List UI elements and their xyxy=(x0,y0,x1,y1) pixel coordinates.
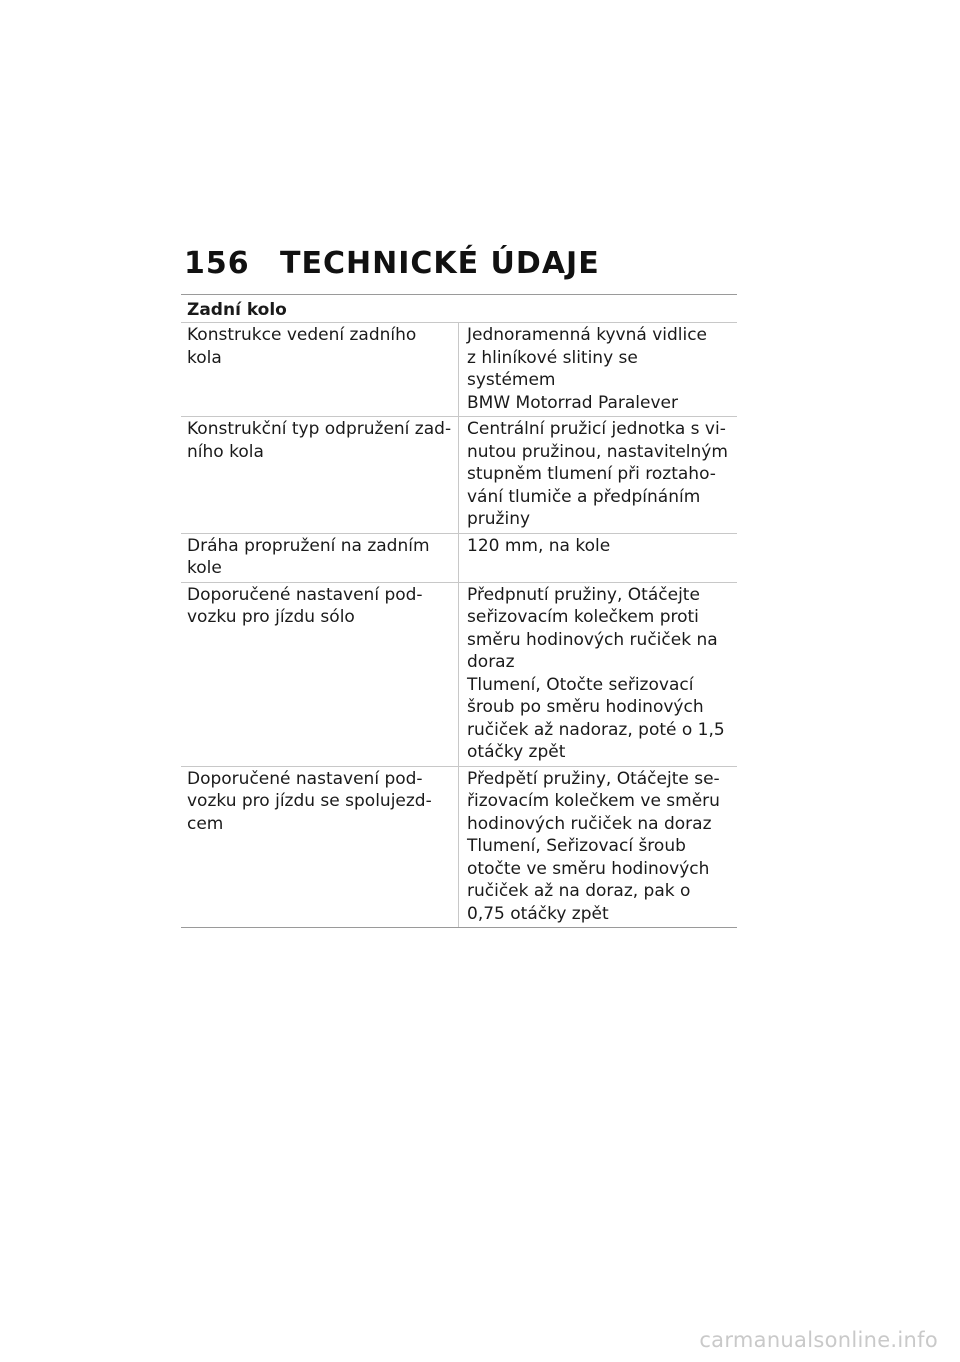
table-row xyxy=(181,417,737,534)
table-row xyxy=(181,767,737,928)
section-title: TECHNICKÉ ÚDAJE xyxy=(280,246,600,281)
spec-label: Konstrukční typ odpružení zad- ního kola xyxy=(181,417,459,533)
page-header xyxy=(184,246,600,281)
spec-label: Doporučené nastavení pod- vozku pro jízdu se spolujezd- cem xyxy=(181,767,459,928)
spec-value: Předpnutí pružiny, Otáčejte seřizovacím kolečkem proti směru hodinových ručiček na doraz Tlumení, Otočte seřizovací šroub po směru hodinových ručiček až nadoraz, poté o 1,5 otáčky zpět xyxy=(467,584,725,762)
spec-value: Jednoramenná kyvná vidlice z hliníkové slitiny se systémem BMW Motorrad Paralever xyxy=(467,325,708,413)
table-row xyxy=(181,323,737,417)
spec-value: Předpětí pružiny, Otáčejte se- řizovacím kolečkem ve směru hodinových ručiček na doraz Tlumení, Seřizovací šroub otočte ve směru hodinových ručiček až na doraz, pak o 0,75 otáčky zpět xyxy=(467,768,720,924)
table-row xyxy=(181,534,737,583)
watermark: carmanualsonline.info xyxy=(699,1328,938,1352)
spec-table xyxy=(181,294,737,928)
table-heading: Zadní kolo xyxy=(181,295,737,323)
spec-value: 120 mm, na kole xyxy=(467,535,611,556)
spec-value: Centrální pružicí jednotka s vi- nutou pružinou, nastavitelným stupněm tlumení při roztaho- vání tlumiče a předpínáním pružiny xyxy=(467,419,728,529)
spec-label: Konstrukce vedení zadního kola xyxy=(181,323,459,416)
spec-label: Dráha propružení na zadním kole xyxy=(181,534,459,582)
page-number: 156 xyxy=(184,246,250,281)
spec-label: Doporučené nastavení pod- vozku pro jízdu sólo xyxy=(181,583,459,766)
table-row xyxy=(181,583,737,767)
